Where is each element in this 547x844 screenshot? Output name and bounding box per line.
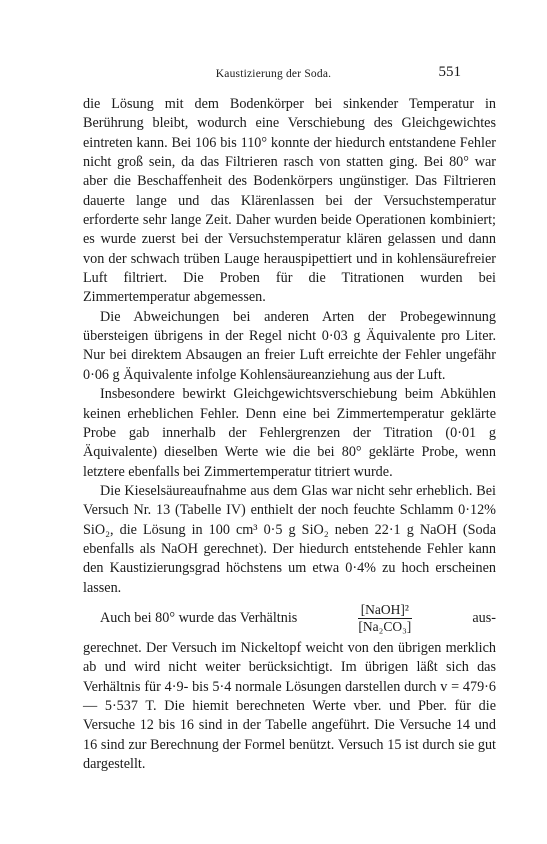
ratio-fraction [355,602,414,635]
formula-line [83,599,496,639]
running-head [0,66,547,86]
fraction-denominator: [Na₂CO₃] [358,619,412,635]
formula-lead-text: Auch bei 80° wurde das Verhältnis [100,610,298,627]
paragraph-calculation: gerechnet. Der Versuch im Nickeltopf weicht von den übrigen merklich ab und wird nicht weiter berücksichtigt. Im übrigen läßt sich das Verhältnis für 4·9- bis 5·4 normale Lösungen darstellen durch v = 479·6 — 5·537 T. Die hiemit berechneten Werte vber. und Pber. für die Versuche 12 bis 16 sind in der Tabelle angeführt. Die Versuche 14 und 16 sind zur Berechnung der Formel benützt. Versuch 15 ist durch sie gut dargestellt. [83,639,496,772]
page-number: 551 [438,64,461,80]
paragraph-continuation: die Lösung mit dem Bodenkörper bei sinkender Temperatur in Berührung bleibt, wodurch eine Verschiebung des Gleichgewichtes eintreten kann. Bei 106 bis 110° konnte der hiedurch entstandene Fehler nicht groß sein, da das Filtrieren rasch von statten ging. Bei 80° war aber die Beschaffenheit des Bodenkörpers ungünstiger. Das Filtrieren dauerte lange und das Klärenlassen bei der Versuchstemperatur erforderte sehr lange Zeit. Daher wurden beide Operationen kombiniert; es wurde zuerst bei der Versuchstemperatur klären gelassen und dann von der schwach trüben Lauge herauspipettiert und in kohlensäurefreier Luft filtriert. Die Proben für die Titrationen wurden bei Zimmertemperatur abgemessen. [83,96,496,306]
fraction-numerator: [NaOH]² [358,602,412,619]
paragraph-silica-uptake: Die Kieselsäureaufnahme aus dem Glas war nicht sehr erheblich. Bei Versuch Nr. 13 (Tabelle IV) enthielt der noch feuchte Schlamm 0·12% SiO₂, die Lösung in 100 cm³ 0·5 g SiO₂ neben 22·1 g NaOH (Soda ebenfalls als NaOH gerechnet). Der hiedurch entstehende Fehler kann den Kaustizierungsgrad höchstens um etwa 0·4% zu hoch erscheinen lassen. [83,482,496,596]
running-title: Kaustizierung der Soda. [215,68,332,80]
paragraph-sampling-deviation: Die Abweichungen bei anderen Arten der Probegewinnung übersteigen übrigens in der Regel nicht 0·03 g Äquivalente pro Liter. Nur bei direktem Absaugen an freier Luft erreichte der Fehler ungefähr 0·06 g Äquivalente infolge Kohlensäureanziehung aus der Luft. [83,308,496,383]
paragraph-equilibrium-shift: Insbesondere bewirkt Gleichgewichtsverschiebung beim Abkühlen keinen erheblichen Fehler. Denn eine bei Zimmertemperatur geklärte Probe gab innerhalb der Fehlergrenzen der Titration (0·01 g Äquivalente) dieselben Werte wie die bei 80° geklärte Probe, wenn letztere ebenfalls bei Zimmertemperatur titriert wurde. [83,386,496,480]
formula-trailing-text: aus- [472,610,496,627]
body-text [83,95,496,774]
